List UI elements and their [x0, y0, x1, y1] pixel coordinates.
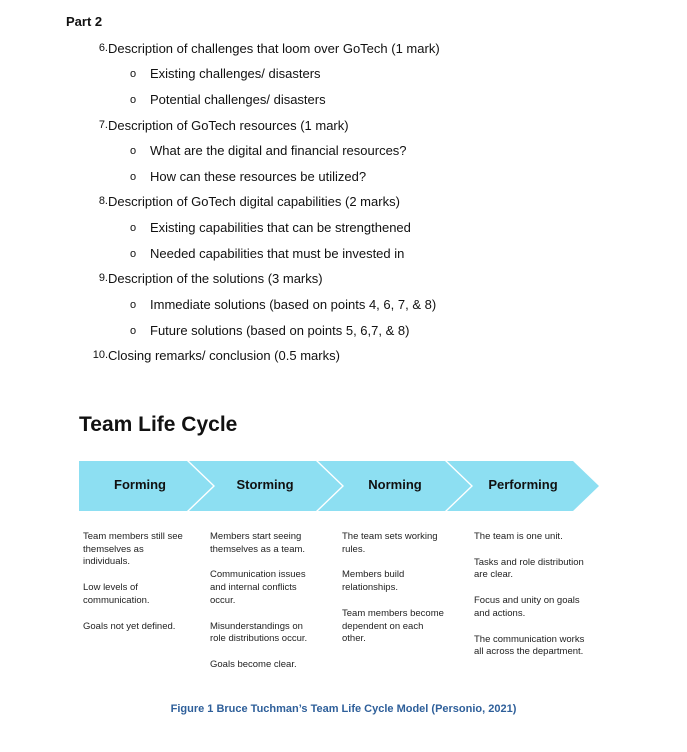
stage-label-norming: Norming [368, 477, 422, 492]
item-number: 9. [98, 272, 108, 284]
sub-item: Future solutions (based on points 5, 6,7, & 8) [150, 323, 410, 338]
figure-title: Team Life Cycle [79, 413, 238, 436]
item-text: Description of GoTech digital capabilities (2 marks) [108, 194, 400, 209]
sub-item: Existing capabilities that can be strengthened [150, 220, 411, 235]
bullet-icon: o [130, 94, 137, 106]
figure-caption: Figure 1 Bruce Tuchman’s Team Life Cycle Model (Personio, 2021) [170, 703, 517, 715]
bullet-icon: o [130, 222, 137, 234]
item-text: Description of GoTech resources (1 mark) [108, 118, 349, 133]
item-text: Description of the solutions (3 marks) [108, 271, 323, 286]
stage-chevrons [79, 461, 599, 511]
stage-label-performing: Performing [488, 477, 558, 492]
item-text: Description of challenges that loom over GoTech (1 mark) [108, 41, 440, 56]
sub-item: Potential challenges/ disasters [150, 92, 326, 107]
item-number: 6. [98, 42, 108, 54]
stage-note: Goals become clear. [210, 658, 297, 670]
bullet-icon: o [130, 145, 137, 157]
stage-note: The communication works all across the department. [474, 633, 585, 658]
stage-note: Members start seeing themselves as a team. [210, 531, 306, 555]
performing-notes [474, 531, 586, 672]
stage-label-storming: Storming [236, 477, 294, 492]
stage-note: Misunderstandings on role distributions occur. [210, 620, 308, 645]
sub-item: Existing challenges/ disasters [150, 66, 321, 81]
stage-note: Low levels of communication. [83, 582, 150, 606]
sub-item: Needed capabilities that must be invested in [150, 246, 405, 261]
stage-note: Members build relationships. [342, 569, 405, 594]
stage-note: Tasks and role distribution are clear. [474, 556, 584, 581]
item-number: 8. [98, 195, 108, 207]
stage-note: Focus and unity on goals and actions. [474, 595, 580, 619]
bullet-icon: o [130, 299, 137, 311]
bullet-icon: o [130, 171, 137, 183]
item-number: 10. [92, 349, 108, 361]
part-title: Part 2 [66, 14, 103, 29]
sub-item: How can these resources be utilized? [150, 169, 367, 184]
stage-note: The team sets working rules. [342, 531, 438, 555]
norming-notes [342, 531, 448, 659]
bullet-icon: o [130, 325, 137, 337]
sub-item: Immediate solutions (based on points 4, 6, 7, & 8) [150, 297, 437, 312]
stage-note: Team members become dependent on each other. [342, 607, 444, 645]
forming-notes [83, 531, 193, 646]
stage-note: Communication issues and internal conflicts occur. [210, 569, 306, 606]
item-number: 7. [98, 119, 108, 131]
item-text: Closing remarks/ conclusion (0.5 marks) [108, 348, 340, 363]
stage-note: Goals not yet defined. [83, 620, 176, 632]
bullet-icon: o [130, 68, 137, 80]
stage-note: The team is one unit. [474, 531, 563, 542]
stage-note: Team members still see themselves as individuals. [83, 531, 183, 568]
sub-item: What are the digital and financial resources? [150, 143, 407, 158]
stage-label-forming: Forming [114, 477, 166, 492]
storming-notes [210, 531, 315, 685]
bullet-icon: o [130, 248, 137, 260]
